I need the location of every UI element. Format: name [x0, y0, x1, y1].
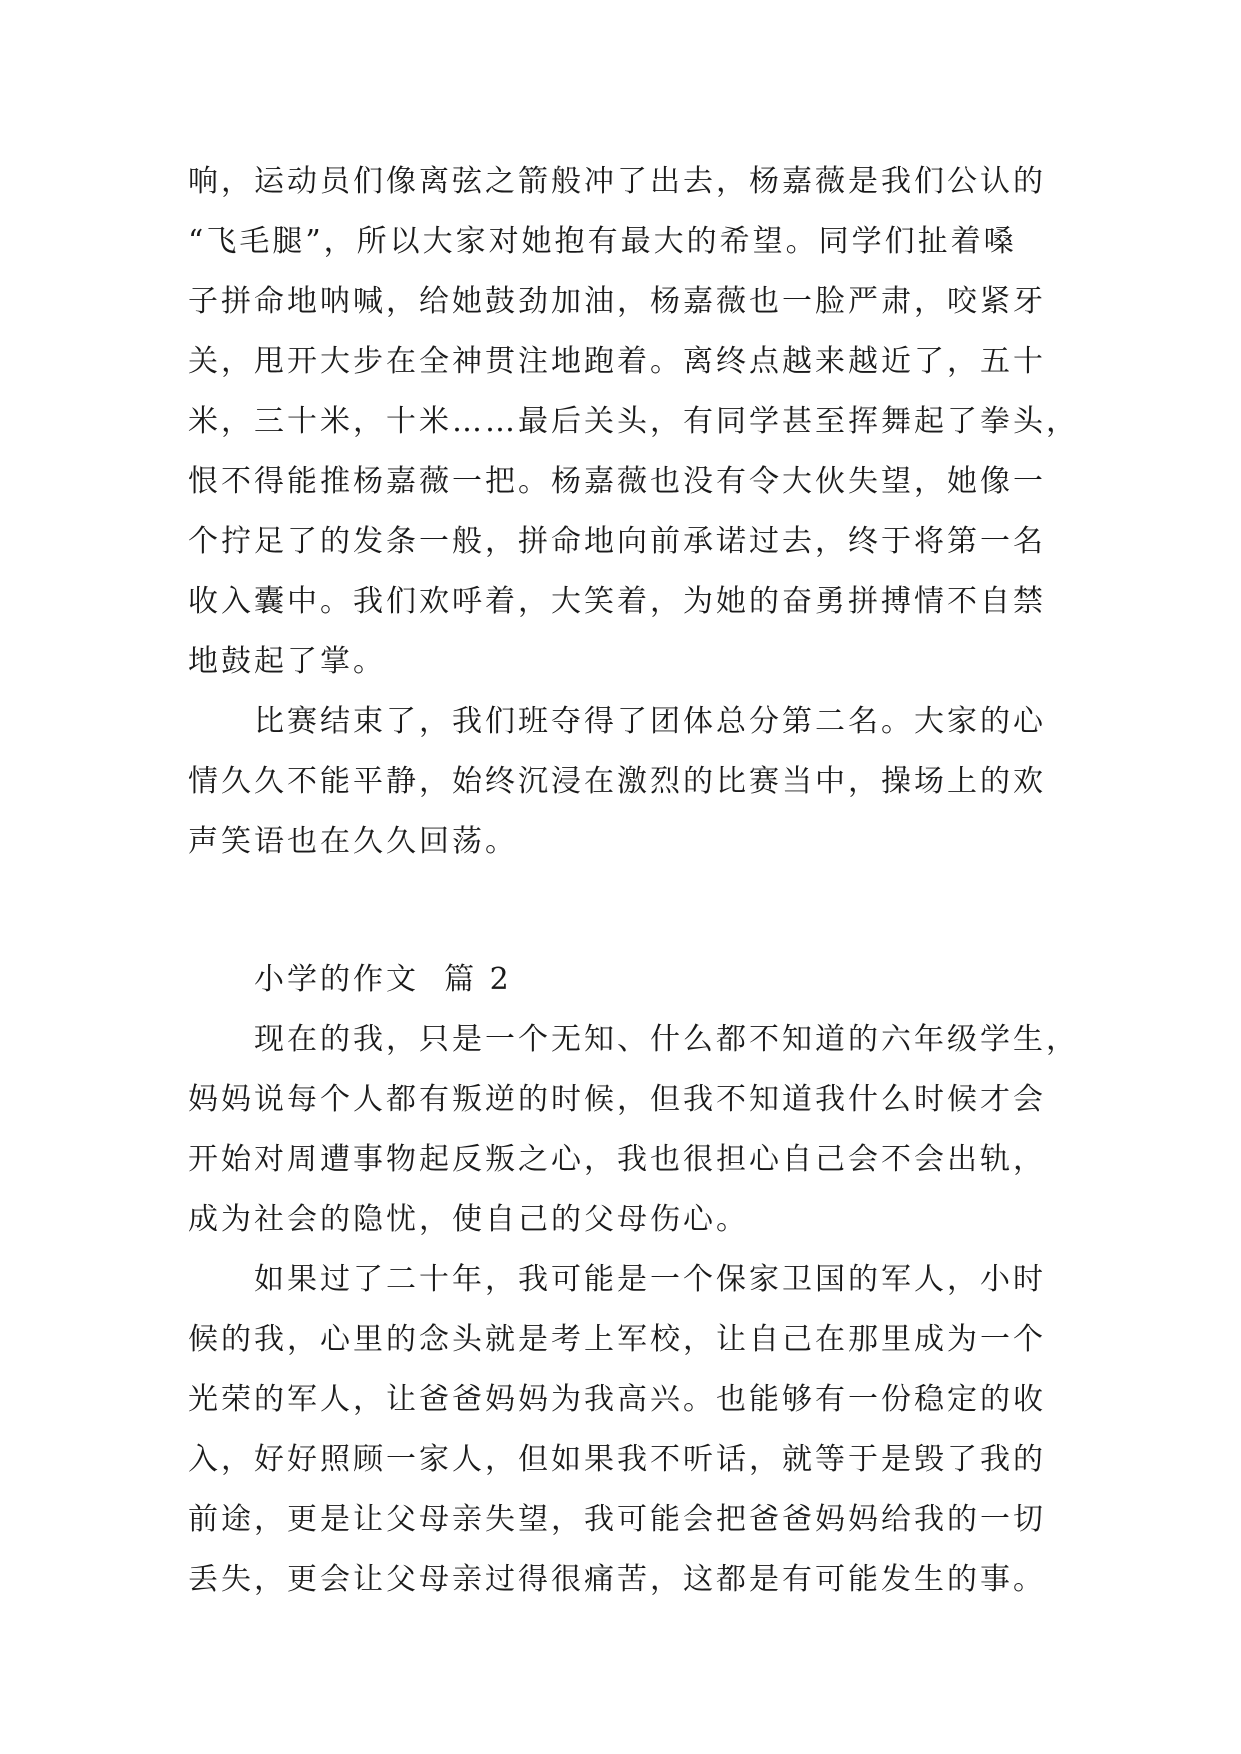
essay-heading: 小学的作文 篇 2	[254, 962, 512, 997]
text-line: 响，运动员们像离弦之箭般冲了出去，杨嘉薇是我们公认的	[188, 164, 1046, 199]
paragraph-twenty-years	[188, 1250, 1078, 1610]
text-line: 候的我，心里的念头就是考上军校，让自己在那里成为一个	[188, 1322, 1046, 1357]
text-line: 个拧足了的发条一般，拼命地向前承诺过去，终于将第一名	[188, 524, 1046, 559]
text-line: 妈妈说每个人都有叛逆的时候，但我不知道我什么时候才会	[188, 1082, 1046, 1117]
text-line: 现在的我，只是一个无知、什么都不知道的六年级学生，	[254, 1022, 1079, 1057]
text-line: 情久久不能平静，始终沉浸在激烈的比赛当中，操场上的欢	[188, 764, 1046, 799]
text-line: 丢失，更会让父母亲过得很痛苦，这都是有可能发生的事。	[188, 1562, 1046, 1597]
text-line: 关，甩开大步在全神贯注地跑着。离终点越来越近了，五十	[188, 344, 1046, 379]
text-line: 恨不得能推杨嘉薇一把。杨嘉薇也没有令大伙失望，她像一	[188, 464, 1046, 499]
text-line: 如果过了二十年，我可能是一个保家卫国的军人，小时	[254, 1262, 1046, 1297]
paragraph-competition-end	[188, 692, 1078, 872]
text-line: 收入囊中。我们欢呼着，大笑着，为她的奋勇拼搏情不自禁	[188, 584, 1046, 619]
text-line: 开始对周遭事物起反叛之心，我也很担心自己会不会出轨，	[188, 1142, 1046, 1177]
text-line: 米，三十米，十米……最后关头，有同学甚至挥舞起了拳头，	[188, 404, 1079, 439]
paragraph-race-finish	[188, 152, 1078, 692]
text-line: 比赛结束了，我们班夺得了团体总分第二名。大家的心	[254, 704, 1046, 739]
paragraph-present-self	[188, 1010, 1078, 1250]
text-line: 子拼命地呐喊，给她鼓劲加油，杨嘉薇也一脸严肃，咬紧牙	[188, 284, 1046, 319]
text-line: 前途，更是让父母亲失望，我可能会把爸爸妈妈给我的一切	[188, 1502, 1046, 1537]
text-line: 声笑语也在久久回荡。	[188, 824, 518, 859]
text-line: 地鼓起了掌。	[188, 644, 386, 679]
text-line: 光荣的军人，让爸爸妈妈为我高兴。也能够有一份稳定的收	[188, 1382, 1046, 1417]
section-spacer	[188, 872, 1078, 950]
text-line: 入，好好照顾一家人，但如果我不听话，就等于是毁了我的	[188, 1442, 1046, 1477]
document-body	[188, 152, 1078, 1610]
text-line: “飞毛腿”，所以大家对她抱有最大的希望。同学们扯着嗓	[188, 224, 1017, 259]
text-line: 成为社会的隐忧，使自己的父母伤心。	[188, 1202, 749, 1237]
